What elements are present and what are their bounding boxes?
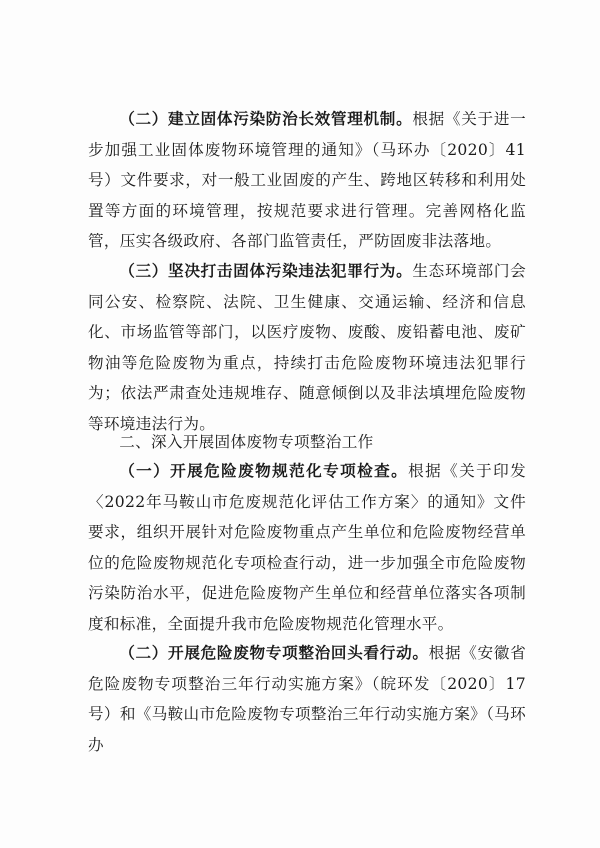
paragraph-solid-pollution-mechanism: [88, 104, 526, 257]
paragraph-lead: （一）开展危险废物规范化专项检查。: [119, 462, 409, 480]
paragraph-lead: （三）坚决打击固体污染违法犯罪行为。: [119, 262, 413, 280]
paragraph-body: 根据《安徽省危险废物专项整治三年行动实施方案》（皖环发〔2020〕17号）和《马鞍山市危险废物专项整治三年行动实施方案》（马环办: [88, 644, 526, 754]
paragraph-rectification-review: [88, 638, 526, 760]
paragraph-lead: （二）开展危险废物专项整治回头看行动。: [119, 644, 429, 662]
paragraph-crackdown-crimes: [88, 256, 526, 440]
paragraph-lead: （二）建立固体污染防治长效管理机制。: [119, 110, 413, 128]
paragraph-body: 生态环境部门会同公安、检察院、法院、卫生健康、交通运输、经济和信息化、市场监管等部门，以医疗废物、废酸、废铅蓄电池、废矿物油等危险废物为重点，持续打击危险废物环境违法犯罪行为；依法严肃查处违规堆存、随意倾倒以及非法填埋危险废物等环境违法行为。: [88, 262, 526, 433]
section-heading: 二、深入开展固体废物专项整治工作: [119, 433, 374, 451]
paragraph-hazardous-waste-inspection: [88, 456, 526, 640]
paragraph-body: 根据《关于印发〈2022年马鞍山市危废规范化评估工作方案〉的通知》文件要求，组织开展针对危险废物重点产生单位和危险废物经营单位的危险废物规范化专项检查行动，进一步加强全市危险废物污染防治水平，促进危险废物产生单位和经营单位落实各项制度和标准，全面提升我市危险废物规范化管理水平。: [88, 462, 526, 633]
paragraph-body: 根据《关于进一步加强工业固体废物环境管理的通知》（马环办〔2020〕41号）文件要求，对一般工业固废的产生、跨地区转移和利用处置等方面的环境管理，按规范要求进行管理。完善网格化监管，压实各级政府、各部门监管责任，严防固废非法落地。: [88, 110, 526, 251]
